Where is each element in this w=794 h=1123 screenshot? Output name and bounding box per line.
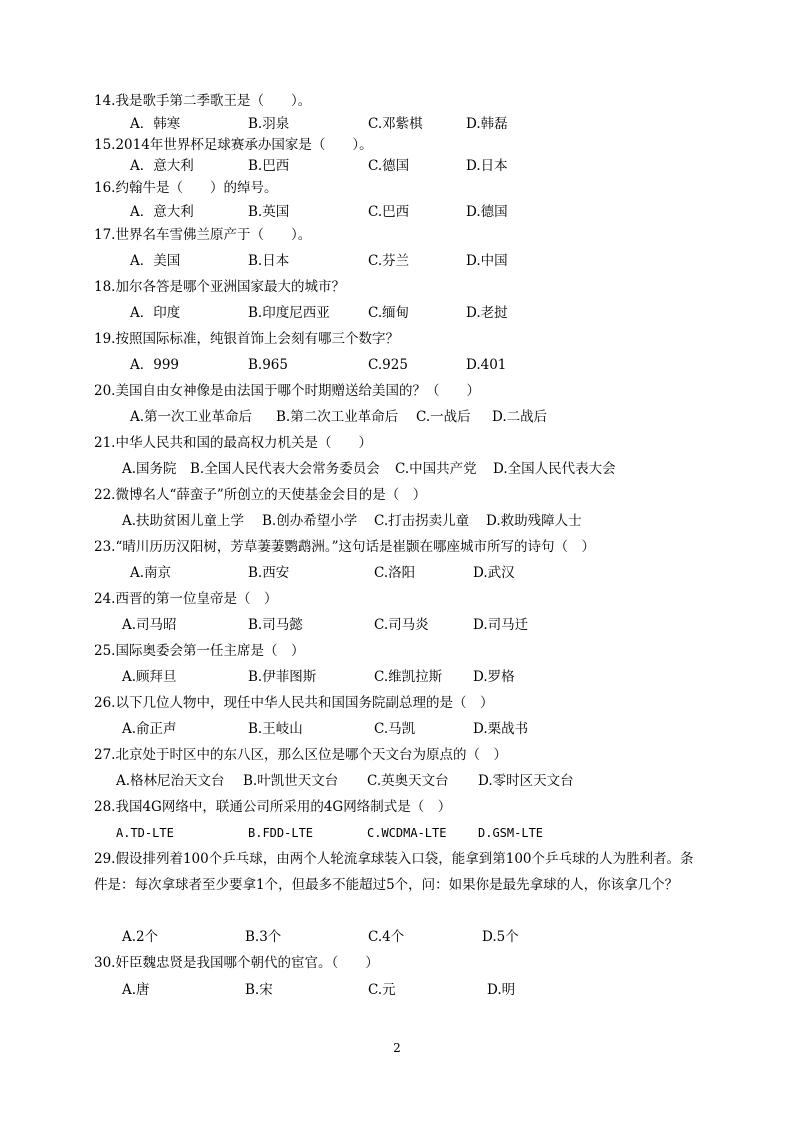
option-a: A．意大利 bbox=[130, 204, 194, 220]
option-c: C.925 bbox=[368, 357, 408, 373]
question-29: 29.假设排列着100个乒乓球，由两个人轮流拿球装入口袋，能拿到第100个乒乓球的人为胜利者。条件是：每次拿球者至少要拿1个，但最多不能超过5个，问：如果你是最先拿球的人，你该拿几个？ bbox=[94, 851, 694, 893]
option-a: A.TD-LTE bbox=[116, 826, 174, 840]
option-b: B.巴西 bbox=[248, 158, 290, 174]
option-a: A.格林尼治天文台 bbox=[116, 773, 225, 789]
page-number: 2 bbox=[393, 1041, 401, 1055]
options-15 bbox=[0, 157, 794, 175]
option-b: B.日本 bbox=[248, 253, 290, 269]
option-a: A．意大利 bbox=[130, 158, 194, 174]
question-14: 14.我是歌手第二季歌王是（ ）。 bbox=[94, 93, 312, 109]
option-b: B.伊菲图斯 bbox=[248, 669, 317, 685]
option-b: B.司马懿 bbox=[248, 617, 303, 633]
options-21 bbox=[0, 460, 794, 478]
option-c: C.打击拐卖儿童 bbox=[374, 513, 470, 529]
option-a: A.扶助贫困儿童上学 bbox=[122, 513, 245, 529]
option-d: D.武汉 bbox=[473, 565, 515, 581]
options-16 bbox=[0, 203, 794, 221]
option-d: D.德国 bbox=[466, 204, 508, 220]
options-19 bbox=[0, 356, 794, 374]
option-a: A.2个 bbox=[122, 929, 159, 945]
option-c: C.缅甸 bbox=[368, 305, 410, 321]
option-d: D.栗战书 bbox=[473, 721, 529, 737]
option-b: B.叶凯世天文台 bbox=[243, 773, 339, 789]
option-c: C.邓紫棋 bbox=[368, 116, 423, 132]
option-d: D.韩磊 bbox=[466, 116, 508, 132]
option-d: D.全国人民代表大会 bbox=[493, 461, 616, 477]
options-24 bbox=[0, 616, 794, 634]
option-d: D.老挝 bbox=[466, 305, 508, 321]
option-a: A.唐 bbox=[122, 982, 150, 998]
option-d: D.中国 bbox=[466, 253, 508, 269]
option-c: C.英奥天文台 bbox=[367, 773, 449, 789]
option-a: A．999 bbox=[130, 357, 180, 373]
option-c: C.司马炎 bbox=[374, 617, 429, 633]
option-a: A.国务院 bbox=[122, 461, 177, 477]
option-c: C.中国共产党 bbox=[395, 461, 477, 477]
option-b: B.宋 bbox=[245, 982, 273, 998]
options-23 bbox=[0, 564, 794, 582]
option-d: D.二战后 bbox=[492, 409, 548, 425]
option-d: D.救助残障人士 bbox=[486, 513, 582, 529]
option-c: C.WCDMA-LTE bbox=[367, 826, 447, 840]
option-c: C.洛阳 bbox=[374, 565, 416, 581]
option-b: B.英国 bbox=[248, 204, 290, 220]
option-c: C.巴西 bbox=[368, 204, 410, 220]
option-c: C.一战后 bbox=[416, 409, 471, 425]
option-b: B.3个 bbox=[245, 929, 282, 945]
option-d: D.日本 bbox=[466, 158, 508, 174]
option-c: C.德国 bbox=[368, 158, 410, 174]
options-20 bbox=[0, 408, 794, 426]
question-16: 16.约翰牛是（ ）的绰号。 bbox=[94, 180, 278, 196]
options-17 bbox=[0, 252, 794, 270]
question-22: 22.微博名人“薛蛮子”所创立的天使基金会目的是（ ） bbox=[94, 487, 427, 503]
option-b: B.王岐山 bbox=[248, 721, 303, 737]
option-a: A．韩寒 bbox=[130, 116, 181, 132]
options-27 bbox=[0, 772, 794, 790]
option-b: B.西安 bbox=[248, 565, 290, 581]
option-b: B.羽泉 bbox=[248, 116, 290, 132]
option-b: B.FDD-LTE bbox=[248, 826, 314, 840]
options-18 bbox=[0, 304, 794, 322]
option-b: B.第二次工业革命后 bbox=[276, 409, 399, 425]
option-a: A.南京 bbox=[130, 565, 172, 581]
option-c: C.元 bbox=[368, 982, 396, 998]
option-c: C.4个 bbox=[368, 929, 405, 945]
question-28: 28.我国4G网络中，联通公司所采用的4G网络制式是（ ） bbox=[94, 799, 452, 815]
question-17: 17.世界名车雪佛兰原产于（ ）。 bbox=[94, 227, 312, 243]
option-d: D.GSM-LTE bbox=[478, 826, 544, 840]
option-c: C.芬兰 bbox=[368, 253, 410, 269]
option-d: D.司马迁 bbox=[473, 617, 529, 633]
options-30 bbox=[0, 981, 794, 999]
question-24: 24.西晋的第一位皇帝是（ ） bbox=[94, 591, 278, 607]
question-21: 21.中华人民共和国的最高权力机关是（ ） bbox=[94, 435, 372, 451]
question-30: 30.奸臣魏忠贤是我国哪个朝代的宦官。（ ） bbox=[94, 955, 379, 971]
option-c: C.维凯拉斯 bbox=[374, 669, 443, 685]
options-26 bbox=[0, 720, 794, 738]
question-26: 26.以下几位人物中，现任中华人民共和国国务院副总理的是（ ） bbox=[94, 695, 494, 711]
options-25 bbox=[0, 668, 794, 686]
option-a: A．印度 bbox=[130, 305, 181, 321]
question-15: 15.2014年世界杯足球赛承办国家是（ ）。 bbox=[94, 137, 373, 153]
option-d: D.零时区天文台 bbox=[478, 773, 574, 789]
option-a: A.顾拜旦 bbox=[122, 669, 177, 685]
option-b: B.965 bbox=[248, 357, 288, 373]
option-a: A．美国 bbox=[130, 253, 181, 269]
question-19: 19.按照国际标准，纯银首饰上会刻有哪三个数字？ bbox=[94, 331, 399, 347]
question-20: 20.美国自由女神像是由法国于哪个时期赠送给美国的？（ ） bbox=[94, 383, 480, 399]
question-18: 18.加尔各答是哪个亚洲国家最大的城市？ bbox=[94, 279, 345, 295]
option-b: B.全国人民代表大会常务委员会 bbox=[190, 461, 380, 477]
option-b: B.印度尼西亚 bbox=[248, 305, 330, 321]
options-22 bbox=[0, 512, 794, 530]
option-d: D.401 bbox=[466, 357, 507, 373]
option-c: C.马凯 bbox=[374, 721, 416, 737]
option-a: A.俞正声 bbox=[122, 721, 177, 737]
options-14 bbox=[0, 115, 794, 133]
question-23: 23.“晴川历历汉阳树，芳草萋萋鹦鹉洲。”这句话是崔颢在哪座城市所写的诗句（ ） bbox=[94, 539, 596, 555]
option-d: D.明 bbox=[487, 982, 516, 998]
option-a: A.第一次工业革命后 bbox=[130, 409, 253, 425]
option-b: B.创办希望小学 bbox=[262, 513, 358, 529]
options-29 bbox=[0, 928, 794, 946]
options-28 bbox=[0, 824, 794, 842]
option-d: D.罗格 bbox=[473, 669, 515, 685]
option-d: D.5个 bbox=[482, 929, 519, 945]
question-25: 25.国际奥委会第一任主席是（ ） bbox=[94, 643, 305, 659]
question-27: 27.北京处于时区中的东八区，那么区位是哪个天文台为原点的（ ） bbox=[94, 747, 507, 763]
option-a: A.司马昭 bbox=[122, 617, 177, 633]
